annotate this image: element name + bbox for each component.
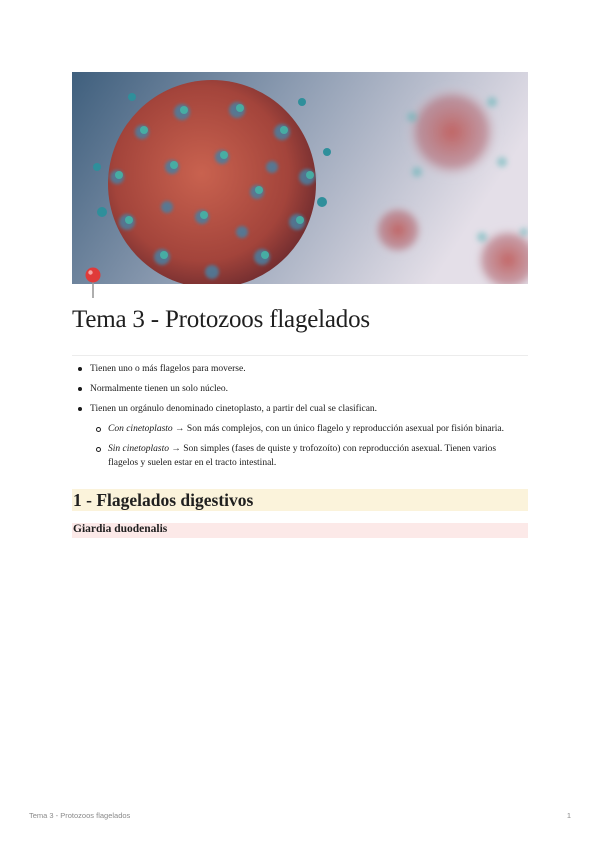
sub-list-item [90, 442, 528, 470]
term-label: Con cinetoplasto [108, 424, 173, 434]
footer-page-number: 1 [566, 811, 571, 820]
list-item [72, 402, 528, 470]
coronavirus-illustration [72, 72, 528, 284]
list-item: Normalmente tienen un solo núcleo. [72, 382, 528, 396]
list-item: Tienen uno o más flagelos para moverse. [72, 362, 528, 376]
list-item-text: Tienen un orgánulo denominado cinetoplasto, a partir del cual se clasifican. [90, 404, 378, 414]
pushpin-icon [84, 266, 102, 300]
bullet-list [72, 362, 528, 476]
footer-doc-title: Tema 3 - Protozoos flagelados [29, 811, 131, 820]
subsection-heading-text: Giardia duodenalis [73, 523, 168, 535]
term-description: → Son más complejos, con un único flagelo y reproducción asexual por fisión binaria. [172, 424, 505, 434]
term-label: Sin cinetoplasto [108, 444, 169, 454]
cover-image [72, 72, 528, 284]
section-heading-text: 1 - Flagelados digestivos [73, 490, 254, 510]
title-divider [72, 355, 528, 356]
page-title: Tema 3 - Protozoos flagelados [72, 306, 370, 333]
term-description: → Son simples (fases de quiste y trofozoíto) con reproducción asexual. Tienen varios flagelos y suelen estar en el tracto intestinal. [108, 444, 497, 468]
sub-list-item [90, 422, 528, 436]
sub-bullet-list [90, 422, 528, 470]
subsection-heading [72, 523, 528, 538]
section-heading [72, 489, 528, 511]
